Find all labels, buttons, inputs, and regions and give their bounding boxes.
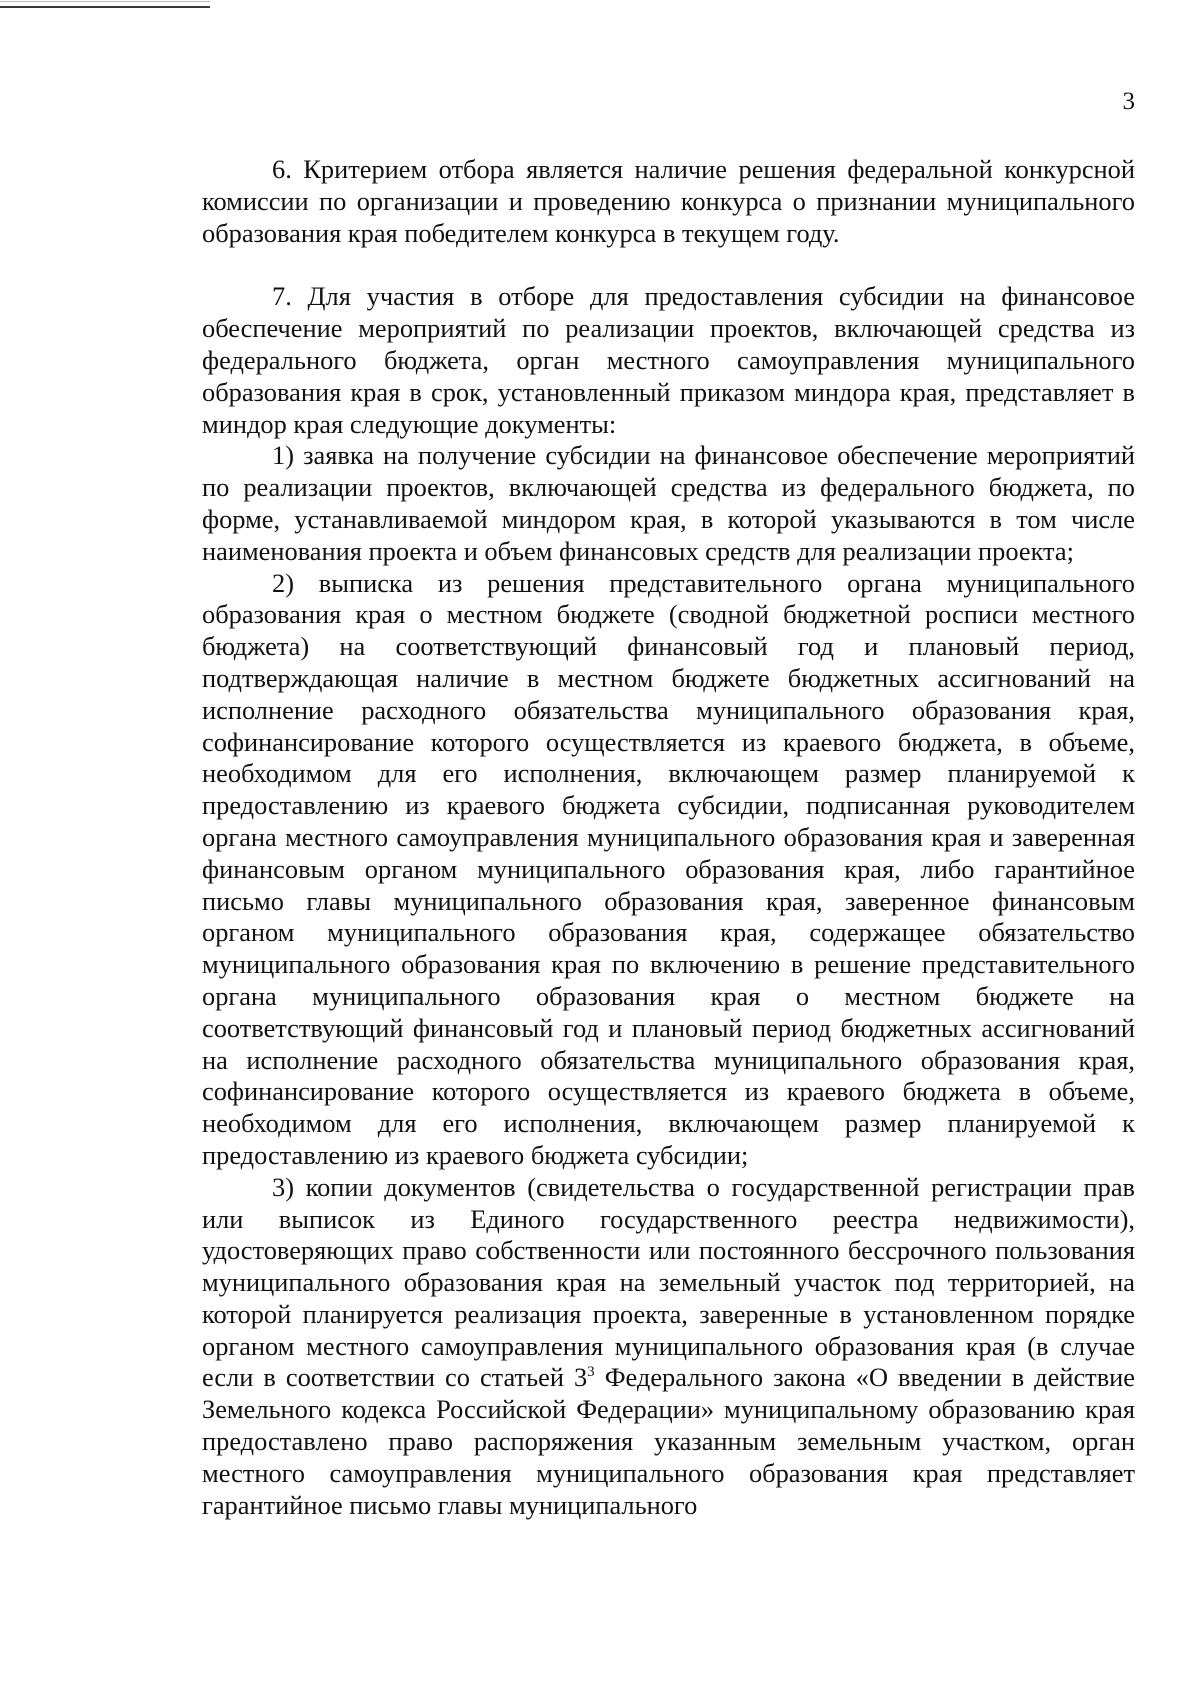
list-item-1: 1) заявка на получение субсидии на финансовое обеспечение мероприятий по реализации проектов, включающей средства из федерального бюджета, по форме, устанавливаемой миндором края, в которой указываются в том числе наименования проекта и объем финансовых средств для реализации проекта; bbox=[202, 440, 1135, 566]
top-edge-rule bbox=[0, 6, 210, 8]
paragraph-7: 7. Для участия в отборе для предоставления субсидии на финансовое обеспечение мероприятий по реализации проектов, включающей средства из федерального бюджета, орган местного самоуправления муниципального образования края в срок, установленный приказом миндора края, представляет в миндор края следующие документы: bbox=[202, 281, 1135, 439]
article-superscript: 3 bbox=[587, 1364, 595, 1381]
page-number: 3 bbox=[1122, 88, 1135, 115]
list-item-3 bbox=[202, 1172, 1135, 1522]
paragraph-6: 6. Критерием отбора является наличие решения федеральной конкурсной комиссии по организации и проведению конкурса о признании муниципального образования края победителем конкурса в текущем году. bbox=[202, 154, 1135, 248]
document-body bbox=[202, 154, 1135, 1521]
list-item-3-text-a: 3) копии документов (свидетельства о государственной регистрации прав или выписок из Единого государственного реестра недвижимости), удостоверяющих право собственности или постоянного бессрочного пользования муниципального образования края на земельный участок под территорией, на которой планируется реализация проекта, заверенные в установленном порядке органом местного самоуправления муниципального образования края (в случае если в соответствии со статьей 3 bbox=[202, 1171, 1135, 1393]
top-edge-line bbox=[0, 1, 210, 2]
list-item-3-text-b: Федерального закона «О введении в действие Земельного кодекса Российской Федерации» муниципальному образованию края предоставлено право распоряжения указанным земельным участком, орган местного самоуправления муниципального образования края представляет гарантийное письмо главы муниципального bbox=[202, 1362, 1135, 1520]
list-item-2: 2) выписка из решения представительного органа муниципального образования края о местном бюджете (сводной бюджетной росписи местного бюджета) на соответствующий финансовый год и плановый период, подтверждающая наличие в местном бюджете бюджетных ассигнований на исполнение расходного обязательства муниципального образования края, софинансирование которого осуществляется из краевого бюджета, в объеме, необходимом для его исполнения, включающем размер планируемой к предоставлению из краевого бюджета субсидии, подписанная руководителем органа местного самоуправления муниципального образования края и заверенная финансовым органом муниципального образования края, либо гарантийное письмо главы муниципального образования края, заверенное финансовым органом муниципального образования края, содержащее обязательство муниципального образования края по включению в решение представительного органа муниципального образования края о местном бюджете на соответствующий финансовый год и плановый период бюджетных ассигнований на исполнение расходного обязательства муниципального образования края, софинансирование которого осуществляется из краевого бюджета в объеме, необходимом для его исполнения, включающем размер планируемой к предоставлению из краевого бюджета субсидии; bbox=[202, 567, 1135, 1170]
